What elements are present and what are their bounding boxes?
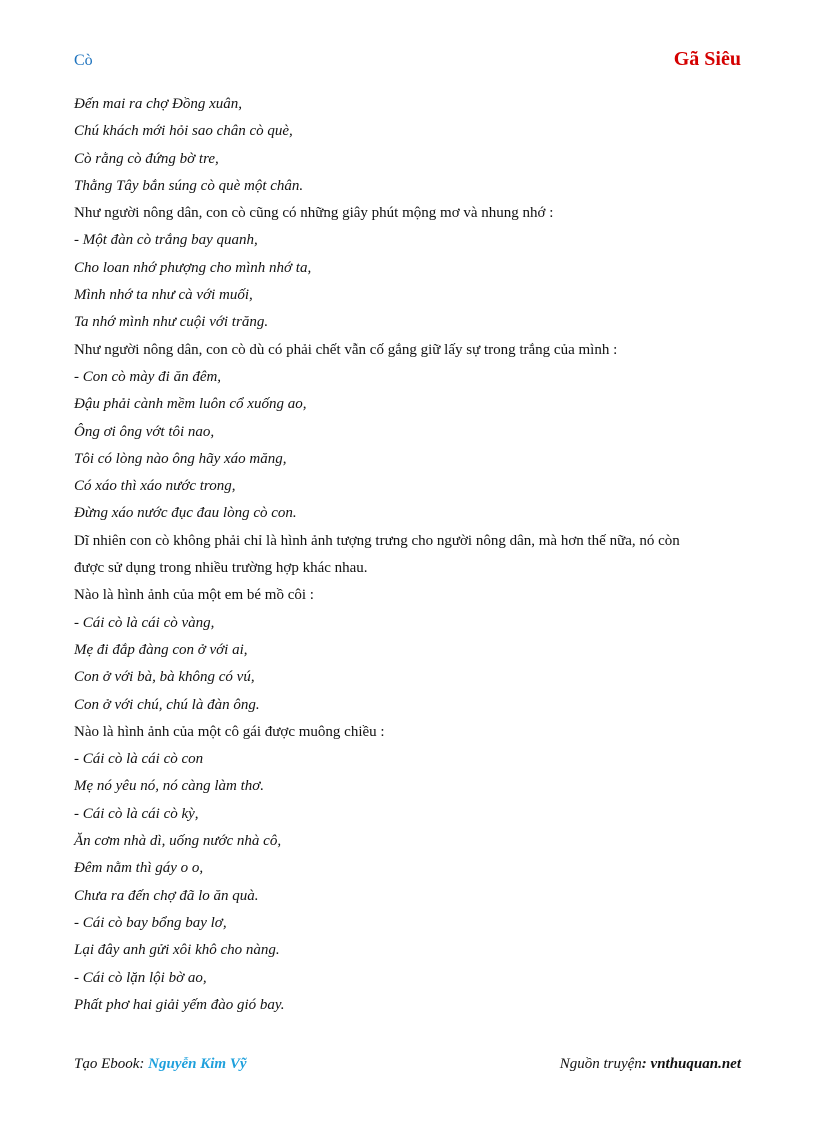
ebook-credit-colon: :: [139, 1056, 149, 1072]
source-credit: [560, 1056, 741, 1073]
verse-line: Cho loan nhớ phượng cho mình nhớ ta,: [74, 259, 312, 276]
verse-line: Đến mai ra chợ Đồng xuân,: [74, 96, 242, 112]
source-credit-colon: :: [641, 1056, 651, 1072]
chapter-title: Cò: [74, 52, 93, 69]
verse-line: Chú khách mới hỏi sao chân cò què,: [74, 123, 293, 140]
verse-line: Đậu phải cành mềm luôn cổ xuống ao,: [74, 396, 307, 413]
verse-line: - Cái cò là cái cò kỳ,: [74, 805, 199, 822]
verse-line: Mẹ nó yêu nó, nó càng làm thơ.: [74, 778, 265, 795]
verse-line: - Con cò mày đi ăn đêm,: [74, 368, 222, 385]
verse-line: Tôi có lòng nào ông hãy xáo măng,: [74, 450, 287, 467]
page-body: [74, 91, 744, 1019]
prose-line: Như người nông dân, con cò cũng có những giây phút mộng mơ và nhung nhớ :: [74, 205, 554, 222]
verse-line: Mẹ đi đắp đàng con ở với ai,: [74, 641, 248, 658]
verse-line: - Cái cò là cái cò vàng,: [74, 614, 215, 631]
prose-line: Nào là hình ảnh của một cô gái được muông chiều :: [74, 723, 385, 740]
prose-line: Nào là hình ảnh của một em bé mồ côi :: [74, 587, 314, 604]
ebook-creator-name: Nguyễn Kim Vỹ: [148, 1056, 247, 1072]
verse-line: - Cái cò bay bổng bay lơ,: [74, 914, 227, 931]
ebook-credit-label: Tạo Ebook: [74, 1056, 140, 1072]
verse-line: Chưa ra đến chợ đã lo ăn quà.: [74, 887, 259, 904]
verse-line: Đêm nằm thì gáy o o,: [74, 860, 204, 877]
verse-line: Phất phơ hai giải yếm đào gió bay.: [74, 996, 285, 1013]
source-credit-label: Nguồn truyện: [559, 1056, 642, 1072]
verse-line: Lại đây anh gửi xôi khô cho nàng.: [74, 942, 280, 959]
prose-line: Dĩ nhiên con cò không phải chỉ là hình ảnh tượng trưng cho người nông dân, mà hơn thế nữa, nó còn: [74, 532, 680, 549]
page-header: [74, 48, 741, 78]
verse-line: - Cái cò lặn lội bờ ao,: [74, 969, 207, 986]
verse-line: - Một đàn cò trắng bay quanh,: [74, 232, 258, 249]
prose-line: Như người nông dân, con cò dù có phải chết vẫn cố gắng giữ lấy sự trong trắng của mình :: [74, 341, 618, 358]
verse-line: Ông ơi ông vớt tôi nao,: [74, 423, 215, 440]
verse-line: Có xáo thì xáo nước trong,: [74, 478, 236, 495]
verse-line: Mình nhớ ta như cà với muối,: [74, 287, 253, 304]
ebook-credit: [74, 1056, 247, 1073]
verse-line: Con ở với bà, bà không có vú,: [74, 669, 255, 686]
verse-line: - Cái cò là cái cò con: [74, 751, 204, 768]
verse-line: Thằng Tây bắn súng cò què một chân.: [74, 177, 304, 194]
verse-line: Đừng xáo nước đục đau lòng cò con.: [74, 505, 297, 522]
prose-line: được sử dụng trong nhiều trường hợp khác nhau.: [74, 560, 368, 577]
verse-line: Ăn cơm nhà dì, uống nước nhà cô,: [74, 833, 282, 850]
page-footer: [74, 1056, 741, 1078]
author-name: Gã Siêu: [673, 48, 741, 70]
verse-line: Ta nhớ mình như cuội với trăng.: [74, 314, 269, 331]
verse-line: Con ở với chú, chú là đàn ông.: [74, 696, 260, 713]
verse-line: Cò rằng cò đứng bờ tre,: [74, 150, 219, 167]
source-site: vnthuquan.net: [650, 1056, 741, 1072]
